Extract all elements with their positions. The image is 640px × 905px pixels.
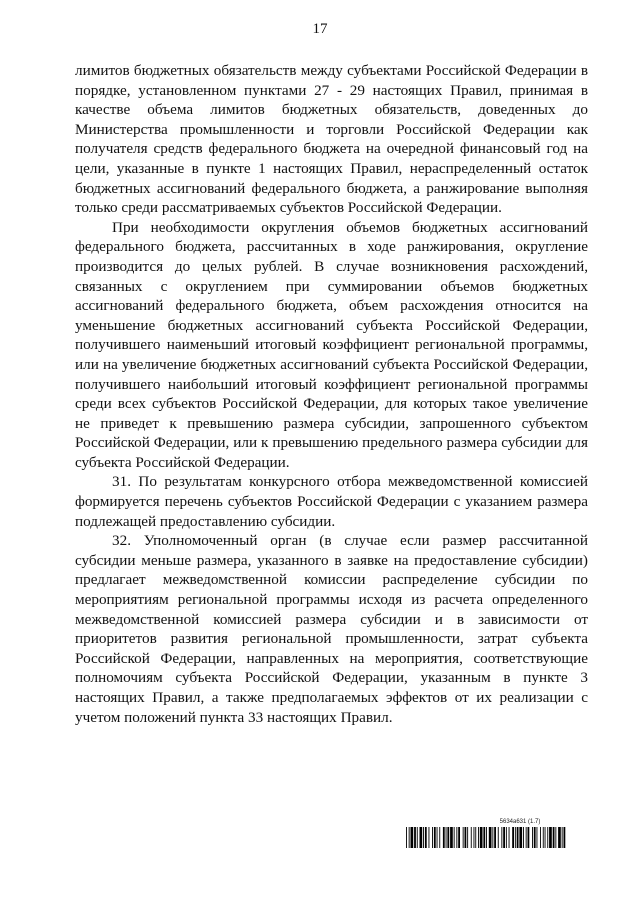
- page-number: 17: [312, 21, 328, 37]
- paragraph-item-32: 32. Уполномоченный орган (в случае если размер рассчитанной субсидии меньше размера, указанного в заявке на предоставление субсидии) предлагает межведомственной комиссии распределение субсидии по мероприятиям региональной программы исходя из расчета определенного межведомственной комиссией размера субсидии и в зависимости от приоритетов развития региональной промышленности, затрат субъекта Российской Федерации, направленных на мероприятия, соответствующие полномочиям субъекта Российской Федерации, указанным в пункте 3 настоящих Правил, а также предполагаемых эффектов от их реализации с учетом положений пункта 33 настоящих Правил.: [75, 532, 588, 726]
- document-code: 5634a631 (1.7): [499, 819, 541, 825]
- paragraph-rounding: При необходимости округления объемов бюджетных ассигнований федерального бюджета, рассчитанных в ходе ранжирования, округление производится до целых рублей. В случае возникновения расхождений, связанных с округлением при суммировании объемов бюджетных ассигнований федерального бюджета, объем расхождения относится на уменьшение бюджетных ассигнований субъекта Российской Федерации, получившего наименьший итоговый коэффициент региональной программы, или на увеличение бюджетных ассигнований субъекта Российской Федерации, получившего наибольший итоговый коэффициент региональной программы среди всех субъектов Российской Федерации, для которых такое увеличение не приведет к превышению размера субсидии, запрошенного субъектом Российской Федерации, или к превышению предельного размера субсидии для субъекта Российской Федерации.: [75, 218, 588, 471]
- paragraph-item-31: 31. По результатам конкурсного отбора межведомственной комиссией формируется перечень субъектов Российской Федерации с указанием размера подлежащей предоставлению субсидии.: [75, 473, 588, 530]
- barcode-icon: [406, 827, 566, 848]
- paragraph-continuation: лимитов бюджетных обязательств между субъектами Российской Федерации в порядке, установленном пунктами 27 - 29 настоящих Правил, принимая в качестве объема лимитов бюджетных обязательств, доведенных до Министерства промышленности и торговли Российской Федерации как получателя средств федерального бюджета на очередной финансовый год на цели, указанные в пункте 1 настоящих Правил, нераспределенный остаток бюджетных ассигнований федерального бюджета, а ранжирование выполняя только среди рассматриваемых субъектов Российской Федерации.: [75, 62, 588, 217]
- document-body: [75, 61, 588, 727]
